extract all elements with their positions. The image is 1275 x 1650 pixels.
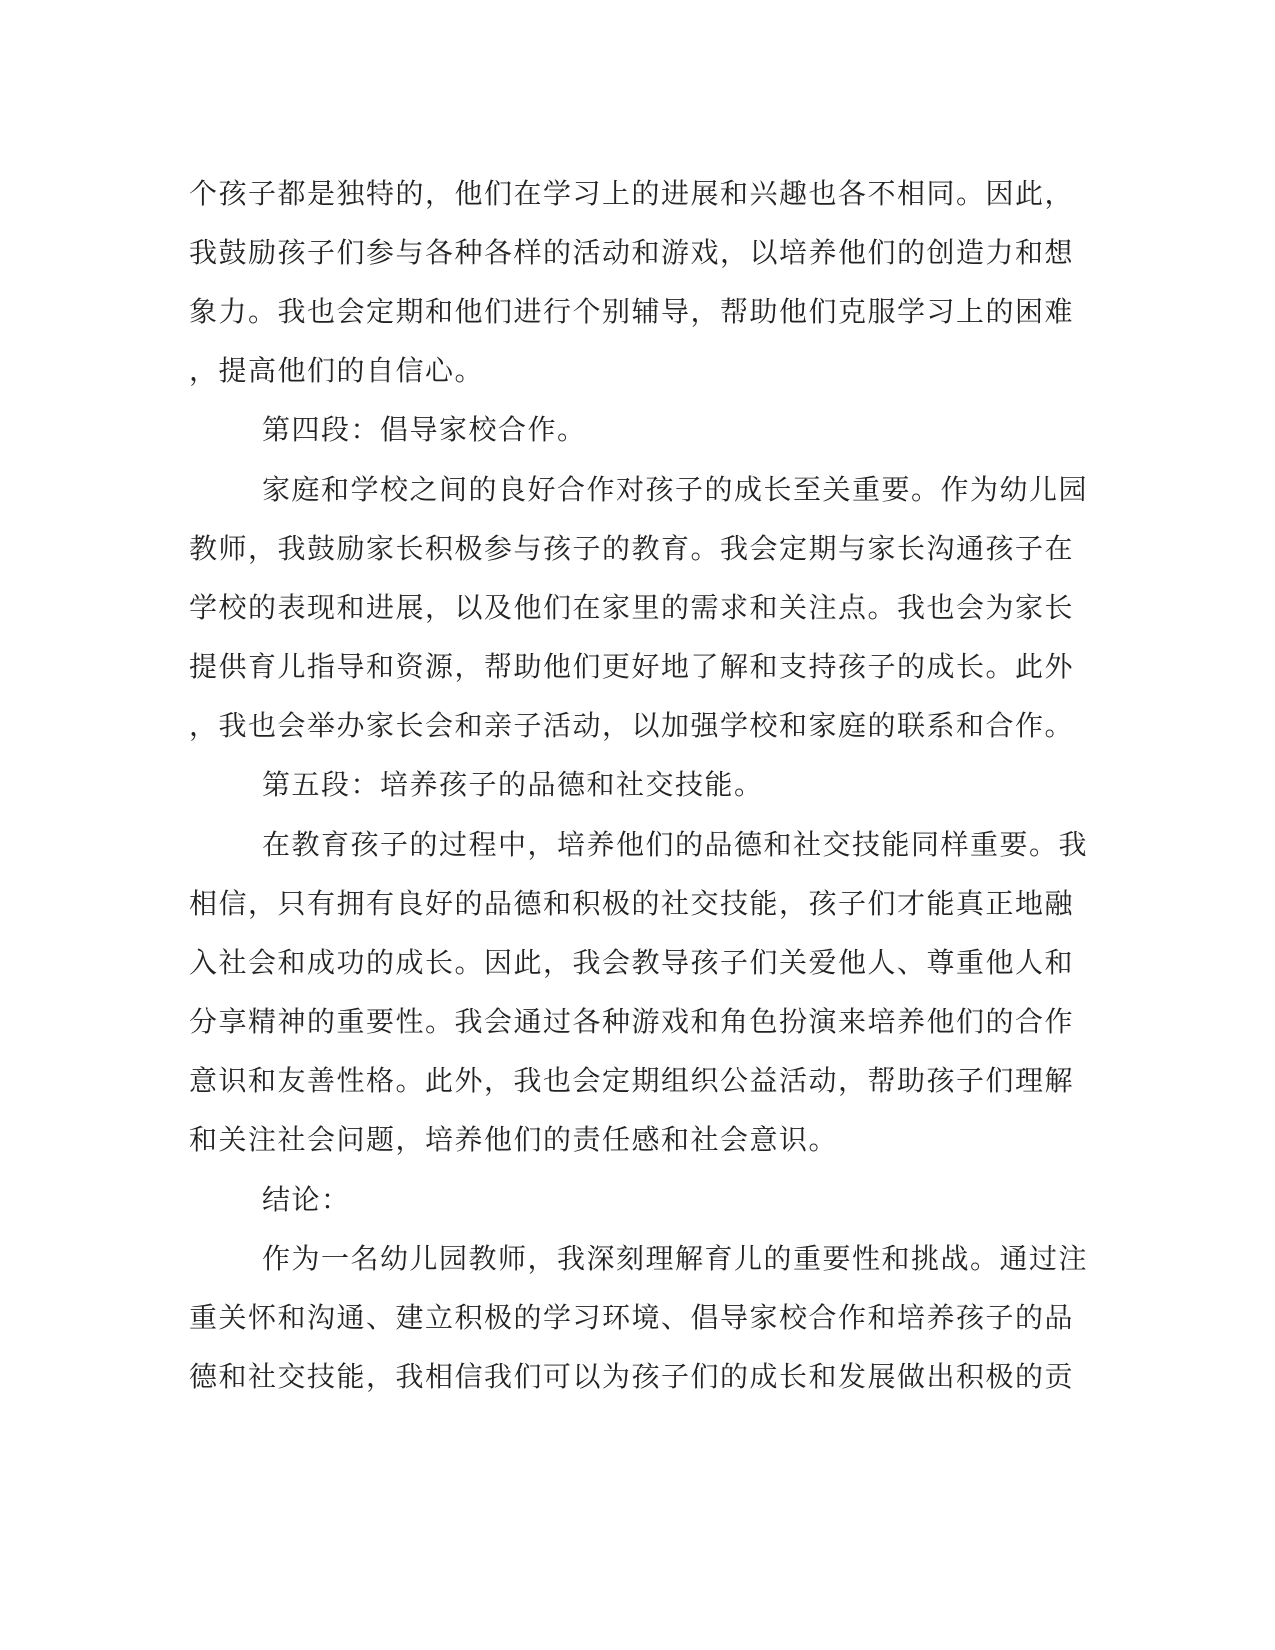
- paragraph-first-line: 在教育孩子的过程中，培养他们的品德和社交技能同样重要。我: [262, 828, 1089, 861]
- paragraph-first-line: 作为一名幼儿园教师，我深刻理解育儿的重要性和挑战。通过注: [262, 1242, 1089, 1275]
- text-line: 意识和友善性格。此外，我也会定期组织公益活动，帮助孩子们理解: [189, 1064, 1075, 1097]
- text-line: 象力。我也会定期和他们进行个别辅导，帮助他们克服学习上的困难: [189, 295, 1075, 328]
- text-line: 个孩子都是独特的，他们在学习上的进展和兴趣也各不相同。因此，: [189, 177, 1075, 210]
- text-line: 重关怀和沟通、建立积极的学习环境、倡导家校合作和培养孩子的品: [189, 1301, 1075, 1334]
- text-line: 学校的表现和进展，以及他们在家里的需求和关注点。我也会为家长: [189, 591, 1075, 624]
- text-line: 教师，我鼓励家长积极参与孩子的教育。我会定期与家长沟通孩子在: [189, 532, 1075, 565]
- text-line: ，我也会举办家长会和亲子活动，以加强学校和家庭的联系和合作。: [189, 709, 1075, 742]
- text-line: 分享精神的重要性。我会通过各种游戏和角色扮演来培养他们的合作: [189, 1005, 1075, 1038]
- text-line: 入社会和成功的成长。因此，我会教导孩子们关爱他人、尊重他人和: [189, 946, 1075, 979]
- text-line: ，提高他们的自信心。: [189, 354, 485, 387]
- section-heading: 第五段：培养孩子的品德和社交技能。: [262, 768, 764, 801]
- text-line: 相信，只有拥有良好的品德和积极的社交技能，孩子们才能真正地融: [189, 887, 1075, 920]
- paragraph-first-line: 家庭和学校之间的良好合作对孩子的成长至关重要。作为幼儿园: [262, 473, 1089, 506]
- text-line: 德和社交技能，我相信我们可以为孩子们的成长和发展做出积极的贡: [189, 1360, 1075, 1393]
- section-heading: 第四段：倡导家校合作。: [262, 413, 587, 446]
- text-line: 我鼓励孩子们参与各种各样的活动和游戏，以培养他们的创造力和想: [189, 236, 1075, 269]
- text-line: 提供育儿指导和资源，帮助他们更好地了解和支持孩子的成长。此外: [189, 650, 1075, 683]
- section-heading: 结论：: [262, 1183, 351, 1216]
- text-line: 和关注社会问题，培养他们的责任感和社会意识。: [189, 1123, 839, 1156]
